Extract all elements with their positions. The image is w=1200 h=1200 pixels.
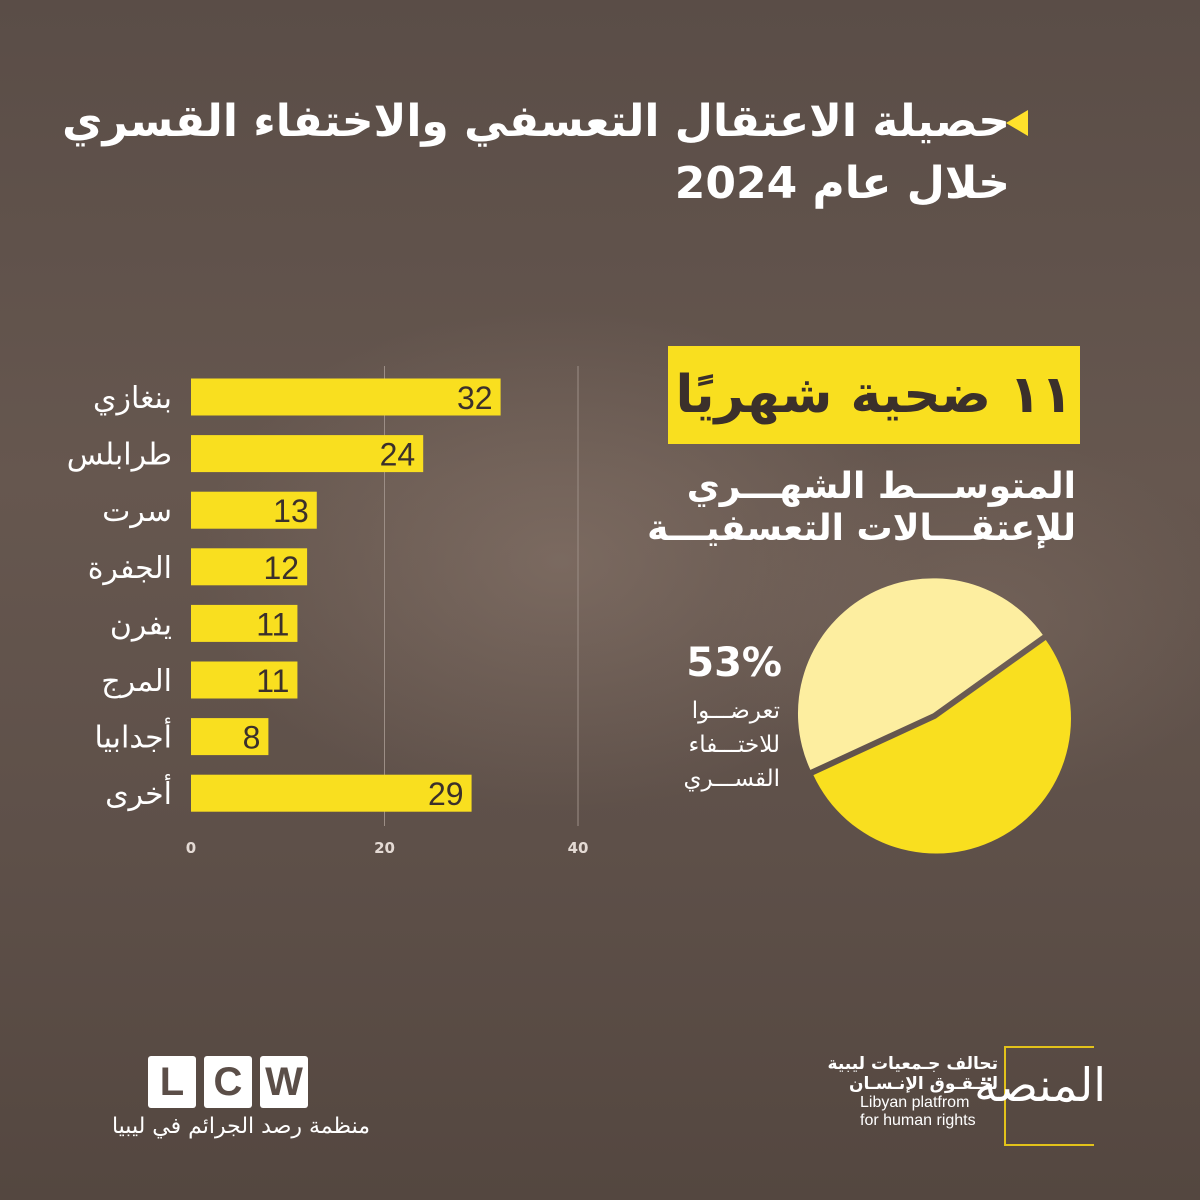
platform-logo-calligraphy: المنصة bbox=[974, 1058, 1106, 1112]
bar-value-label: 13 bbox=[273, 493, 309, 530]
average-label-line1: المتوســـط الشهـــري bbox=[686, 466, 1076, 507]
bar-value-label: 11 bbox=[256, 663, 290, 699]
bar-value-label: 24 bbox=[379, 436, 416, 473]
x-tick-label: 0 bbox=[185, 839, 197, 857]
page-title-line2: خلال عام 2024 bbox=[674, 158, 1010, 209]
bar-value-label: 8 bbox=[242, 719, 261, 756]
average-badge bbox=[668, 346, 1080, 444]
category-label: أجدابيا bbox=[94, 720, 172, 756]
category-label: الجفرة bbox=[87, 550, 172, 586]
average-label-line2: للإعتقـــالات التعسفيـــة bbox=[647, 508, 1076, 549]
lcw-letter: C bbox=[204, 1056, 252, 1108]
lcw-letter: W bbox=[260, 1056, 308, 1108]
x-tick-label: 20 bbox=[374, 839, 395, 857]
platform-name-ar-line1: تحالف جـمعيات ليبية bbox=[827, 1054, 998, 1074]
platform-name-en-line2: for human rights bbox=[860, 1112, 976, 1129]
category-label: بنغازي bbox=[93, 381, 172, 416]
caption-line: تعرضـــوا bbox=[691, 698, 780, 724]
lcw-logo bbox=[148, 1056, 308, 1108]
x-tick-label: 40 bbox=[567, 839, 589, 857]
bar-value-label: 29 bbox=[427, 776, 464, 813]
category-label: سرت bbox=[102, 494, 172, 530]
lcw-org-name: منظمة رصد الجرائم في ليبيا bbox=[111, 1114, 370, 1139]
caption-line: للاختـــفاء bbox=[688, 732, 780, 758]
bar-value-label: 12 bbox=[263, 549, 300, 586]
category-label: طرابلس bbox=[66, 437, 172, 473]
platform-name-en-line1: Libyan platfrom bbox=[860, 1094, 970, 1111]
category-label: المرج bbox=[101, 664, 172, 699]
category-label: يفرن bbox=[109, 607, 172, 643]
average-value: ١١ ضحية شهريًا bbox=[675, 365, 1073, 425]
disappearance-caption bbox=[640, 694, 780, 796]
disappearance-percent: 53% bbox=[686, 640, 782, 686]
bar-value-label: 32 bbox=[457, 380, 493, 416]
platform-name-ar-line2: لحـقـوق الإنـسـان bbox=[849, 1074, 998, 1094]
caption-line: القســـري bbox=[683, 766, 780, 792]
page-title-line1: حصيلة الاعتقال التعسفي والاختفاء القسري bbox=[62, 96, 1010, 147]
bar-value-label: 11 bbox=[256, 606, 290, 643]
bar bbox=[191, 379, 501, 416]
lcw-letter: L bbox=[148, 1056, 196, 1108]
category-label: أخرى bbox=[105, 777, 172, 813]
